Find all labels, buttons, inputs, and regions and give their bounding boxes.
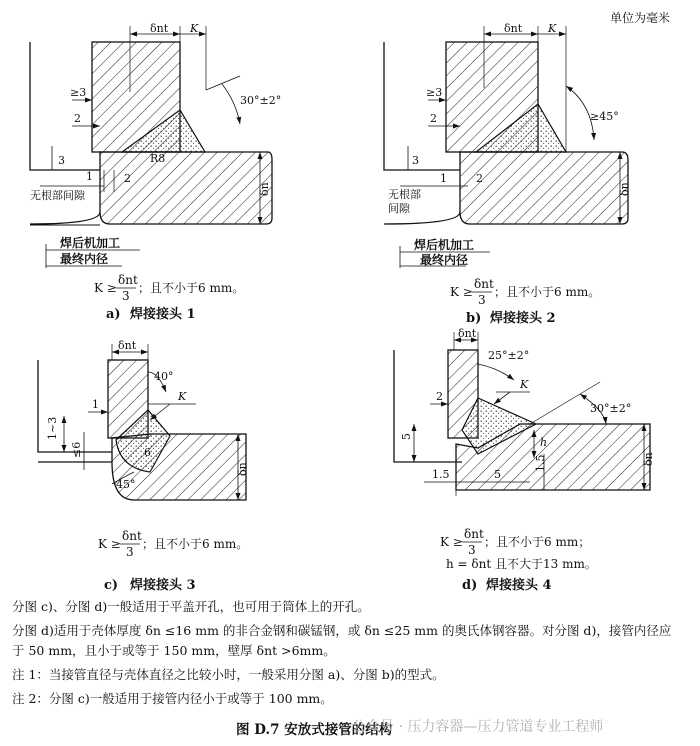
note-line-1: 分图 c)、分图 d)一般适用于平盖开孔，也可用于筒体上的开孔。 (12, 599, 370, 614)
svg-text:3: 3 (122, 289, 130, 303)
note-line-4: 注 1：当接管直径与壳体直径之比较小时，一般采用分图 a)、分图 b)的型式。 (12, 667, 445, 682)
svg-text:δnt: δnt (122, 529, 142, 543)
watermark: 公众号 · 压力容器—压力管道专业工程师 (352, 719, 604, 735)
svg-text:；且不小于6 mm。: ；且不小于6 mm。 (494, 285, 601, 299)
svg-text:3: 3 (126, 545, 134, 559)
dim-b-6: ≥45° (590, 110, 619, 123)
caption-b-letter: b) (466, 311, 482, 326)
root-gap-a: 无根部间隙 (30, 189, 85, 202)
dim-d-1: 25°±2° (488, 349, 530, 362)
caption-c: 焊接接头 3 (130, 578, 196, 593)
caption-a-letter: a) (106, 307, 121, 322)
caption-d-letter: d) (462, 578, 478, 593)
delta-nt-label-d: δnt (458, 327, 477, 340)
machining-b-1: 焊后机加工 (414, 238, 475, 252)
dim-b-5: 2 (476, 172, 483, 185)
note-line-3: 于 50 mm，且小于或等于 150 mm，壁厚 δnt >6mm。 (12, 643, 336, 658)
root-gap-b-2: 间隙 (388, 202, 410, 215)
caption-a: 焊接接头 1 (130, 307, 196, 322)
delta-n-label-b: δn (618, 182, 631, 196)
note-line-2: 分图 d)适用于壳体厚度 δn ≤16 mm 的非合金钢和碳锰钢，或 δn ≤25 mm 的奥氏体钢容器。对分图 d)，接管内径应 (12, 623, 672, 638)
svg-text:K ≥: K ≥ (94, 281, 117, 295)
figure-title: 图 D.7 安放式接管的结构 (236, 722, 393, 738)
svg-text:δnt: δnt (464, 527, 484, 541)
shell-plate-a (100, 152, 272, 224)
svg-text:K ≥: K ≥ (450, 285, 473, 299)
svg-text:δnt: δnt (474, 277, 494, 291)
note-line-5: 注 2：分图 c)一般适用于接管内径小于或等于 100 mm。 (12, 691, 333, 706)
dim-c-5: 6 (144, 446, 151, 459)
formula-a (94, 273, 244, 303)
subfigure-b (384, 26, 628, 268)
subfigure-c (38, 344, 246, 500)
svg-text:；且不小于6 mm；: ；且不小于6 mm； (484, 535, 591, 549)
svg-text:K ≥: K ≥ (440, 535, 463, 549)
svg-text:h = δnt 且不大于13 mm。: h = δnt 且不大于13 mm。 (446, 557, 597, 571)
k-label-c: K (178, 390, 187, 403)
dim-a-5: 2 (124, 172, 131, 185)
shell-outline-a (30, 42, 100, 170)
machining-a-1: 焊后机加工 (60, 236, 121, 250)
h-label-d: h (540, 436, 548, 449)
formula-d (440, 527, 597, 571)
dim-c-3: 1~3 (46, 416, 59, 440)
dim-a-7: 30°±2° (240, 94, 282, 107)
dim-d-5: 1.5 (534, 454, 547, 472)
dim-b-1: ≥3 (426, 86, 443, 99)
delta-nt-label-a: δnt (150, 22, 169, 35)
shell-plate-b (460, 152, 628, 224)
dim-a-6: R8 (150, 152, 166, 165)
delta-n-label-a: δn (258, 182, 271, 196)
dim-c-6: 45° (116, 478, 136, 491)
dim-a-4: 1 (86, 170, 93, 183)
k-label-d: K (520, 378, 529, 391)
delta-n-label-c: δn (236, 462, 249, 476)
dim-b-4: 1 (440, 172, 447, 185)
dim-a-2: 2 (74, 112, 81, 125)
formula-c (98, 529, 248, 559)
svg-text:δnt: δnt (118, 273, 138, 287)
dim-b-2: 2 (430, 112, 437, 125)
dim-c-1: 40° (154, 370, 174, 383)
formula-b (450, 277, 600, 307)
caption-d: 焊接接头 4 (486, 578, 552, 593)
delta-nt-label-b: δnt (504, 22, 523, 35)
machining-a-2: 最终内径 (60, 252, 109, 266)
dim-a-1: ≥3 (70, 86, 87, 99)
unit-label: 单位为毫米 (610, 11, 671, 25)
delta-n-label-d: δn (642, 452, 655, 466)
svg-text:；且不小于6 mm。: ；且不小于6 mm。 (142, 537, 249, 551)
k-label-a: K (190, 22, 199, 35)
dim-d-7: 5 (494, 468, 501, 481)
dim-b-3: 3 (412, 154, 419, 167)
machining-b-2: 最终内径 (420, 253, 469, 267)
k-label-b: K (548, 22, 557, 35)
delta-nt-label-c: δnt (118, 339, 137, 352)
svg-text:K ≥: K ≥ (98, 537, 121, 551)
dim-c-4: ≤6 (70, 441, 83, 458)
dim-c-2: 1 (92, 398, 99, 411)
dim-d-6: 1.5 (432, 468, 450, 481)
dim-a-3: 3 (58, 154, 65, 167)
dim-d-3: 30°±2° (590, 402, 632, 415)
svg-text:3: 3 (478, 293, 486, 307)
caption-b: 焊接接头 2 (490, 311, 556, 326)
root-gap-b-1: 无根部 (388, 188, 421, 201)
svg-text:3: 3 (468, 543, 476, 557)
dim-d-2: 2 (436, 390, 443, 403)
subfigure-a (30, 26, 272, 268)
svg-text:；且不小于6 mm。: ；且不小于6 mm。 (138, 281, 245, 295)
caption-c-letter: c) (104, 578, 119, 593)
dim-d-4: 5 (400, 433, 413, 440)
